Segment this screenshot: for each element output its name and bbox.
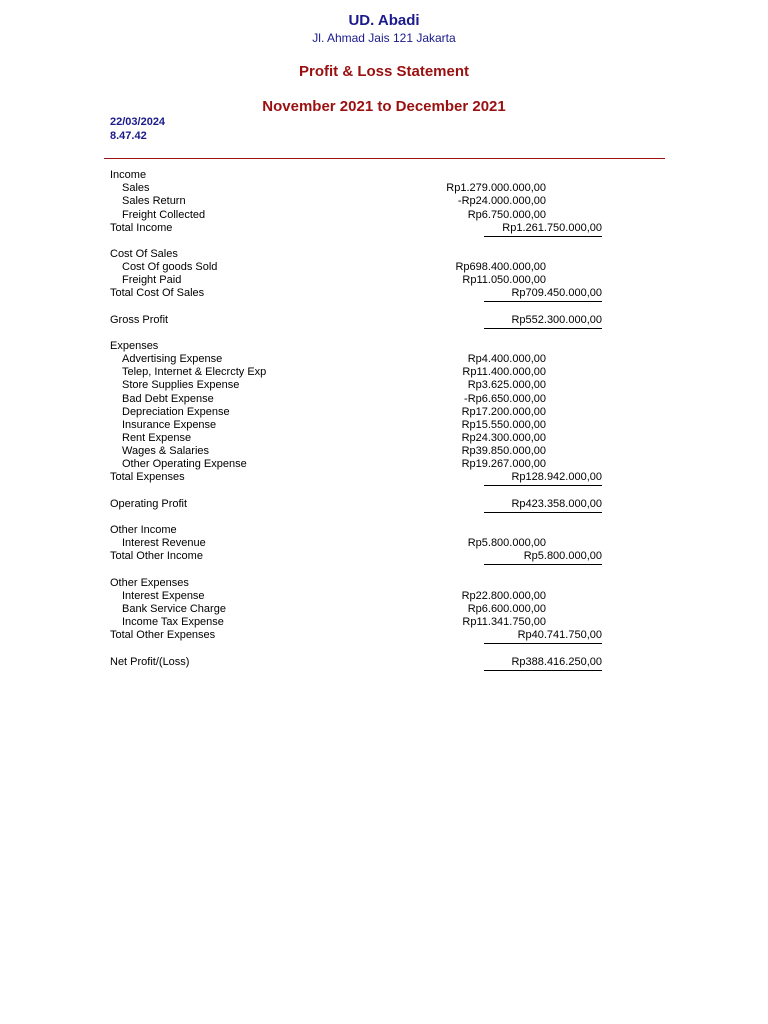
- row-label: Interest Expense: [122, 589, 205, 602]
- statement-row: [0, 340, 768, 353]
- statement-row: [0, 195, 768, 208]
- statement-row: [0, 209, 768, 222]
- row-label: Other Income: [110, 524, 177, 537]
- statement-row: [0, 169, 768, 182]
- row-amount: Rp3.625.000,00: [467, 379, 546, 392]
- statement-row: [0, 406, 768, 419]
- row-total: Rp5.800.000,00: [523, 550, 602, 563]
- statement-row: [0, 550, 768, 563]
- statement-row: [0, 393, 768, 406]
- report-title: Profit & Loss Statement: [298, 63, 470, 80]
- row-label: Other Operating Expense: [122, 458, 247, 471]
- company-name: UD. Abadi: [348, 12, 420, 29]
- statement-row: [0, 432, 768, 445]
- row-label: Total Other Income: [110, 550, 203, 563]
- row-label: Expenses: [110, 340, 159, 352]
- row-total: Rp552.300.000,00: [511, 313, 602, 326]
- print-date: 22/03/2024: [110, 116, 166, 128]
- statement-row: [0, 577, 768, 590]
- row-total: Rp40.741.750,00: [517, 629, 602, 642]
- row-label: Sales Return: [122, 195, 186, 208]
- statement-row: [0, 603, 768, 616]
- statement-row: [0, 524, 768, 537]
- row-label: Advertising Expense: [122, 353, 223, 366]
- row-amount: Rp17.200.000,00: [461, 405, 546, 418]
- blank-row: [0, 235, 768, 248]
- row-amount: Rp11.050.000,00: [462, 274, 546, 287]
- statement-row: [0, 537, 768, 550]
- row-total: Rp128.942.000,00: [511, 471, 602, 484]
- row-amount: Rp24.300.000,00: [461, 432, 546, 444]
- blank-row: [0, 642, 768, 655]
- statement-row: [0, 458, 768, 471]
- row-label: Freight Paid: [122, 274, 182, 287]
- statement-row: [0, 248, 768, 261]
- statement-row: [0, 471, 768, 484]
- statement-row: [0, 222, 768, 235]
- row-label: Rent Expense: [122, 432, 192, 444]
- blank-row: [0, 327, 768, 340]
- row-label: Gross Profit: [110, 313, 169, 326]
- row-amount: -Rp6.650.000,00: [464, 392, 546, 405]
- row-label: Cost Of goods Sold: [122, 261, 218, 273]
- row-amount: Rp6.750.000,00: [467, 208, 546, 221]
- row-total: Rp1.261.750.000,00: [502, 221, 602, 234]
- row-amount: Rp5.800.000,00: [467, 537, 546, 550]
- row-label: Wages & Salaries: [122, 445, 210, 458]
- statement-row: [0, 182, 768, 195]
- row-amount: Rp1.279.000.000,00: [446, 182, 546, 195]
- statement-row: [0, 419, 768, 432]
- row-label: Sales: [122, 182, 150, 195]
- row-amount: Rp19.267.000,00: [461, 458, 546, 471]
- company-address: Jl. Ahmad Jais 121 Jakarta: [312, 31, 456, 45]
- row-total: Rp709.450.000,00: [511, 287, 602, 300]
- row-label: Store Supplies Expense: [122, 379, 240, 392]
- print-time: 8.47.42: [110, 130, 147, 142]
- row-label: Other Expenses: [110, 576, 189, 589]
- report-period: November 2021 to December 2021: [262, 98, 506, 115]
- row-amount: Rp11.341.750,00: [462, 616, 546, 629]
- statement-row: [0, 379, 768, 392]
- row-label: Income: [110, 169, 147, 181]
- row-amount: Rp15.550.000,00: [461, 418, 546, 431]
- row-amount: -Rp24.000.000,00: [457, 195, 546, 208]
- row-label: Telep, Internet & Elecrcty Exp: [122, 366, 267, 379]
- statement-row: [0, 590, 768, 603]
- row-label: Cost Of Sales: [110, 247, 178, 260]
- row-total: Rp388.416.250,00: [511, 655, 602, 668]
- row-amount: Rp4.400.000,00: [467, 353, 546, 366]
- blank-row: [0, 511, 768, 524]
- statement-row: [0, 261, 768, 274]
- row-label: Net Profit/(Loss): [110, 655, 190, 668]
- statement-row: [0, 629, 768, 642]
- row-label: Bank Service Charge: [122, 602, 226, 615]
- row-label: Insurance Expense: [122, 418, 217, 431]
- row-label: Interest Revenue: [122, 537, 206, 550]
- header-divider: [104, 158, 665, 159]
- statement-row: [0, 314, 768, 327]
- row-label: Bad Debt Expense: [122, 392, 214, 405]
- blank-row: [0, 564, 768, 577]
- statement-row: [0, 445, 768, 458]
- row-label: Total Cost Of Sales: [110, 287, 205, 300]
- row-label: Total Income: [110, 221, 173, 234]
- statement-row: [0, 616, 768, 629]
- row-total: Rp423.358.000,00: [511, 497, 602, 510]
- row-amount: Rp698.400.000,00: [455, 261, 546, 273]
- blank-row: [0, 301, 768, 314]
- statement-row: [0, 656, 768, 669]
- row-amount: Rp11.400.000,00: [462, 366, 546, 379]
- statement-row: [0, 274, 768, 287]
- row-amount: Rp39.850.000,00: [461, 445, 546, 458]
- row-label: Operating Profit: [110, 497, 188, 510]
- blank-row: [0, 485, 768, 498]
- total-underline: [484, 670, 602, 671]
- statement-row: [0, 353, 768, 366]
- statement-row: [0, 366, 768, 379]
- row-label: Freight Collected: [122, 208, 206, 221]
- row-amount: Rp22.800.000,00: [461, 589, 546, 602]
- row-label: Income Tax Expense: [122, 616, 224, 629]
- row-label: Total Expenses: [110, 471, 185, 484]
- statement-row: [0, 287, 768, 300]
- row-label: Total Other Expenses: [110, 629, 216, 642]
- statement-row: [0, 498, 768, 511]
- row-label: Depreciation Expense: [122, 405, 230, 418]
- row-amount: Rp6.600.000,00: [467, 602, 546, 615]
